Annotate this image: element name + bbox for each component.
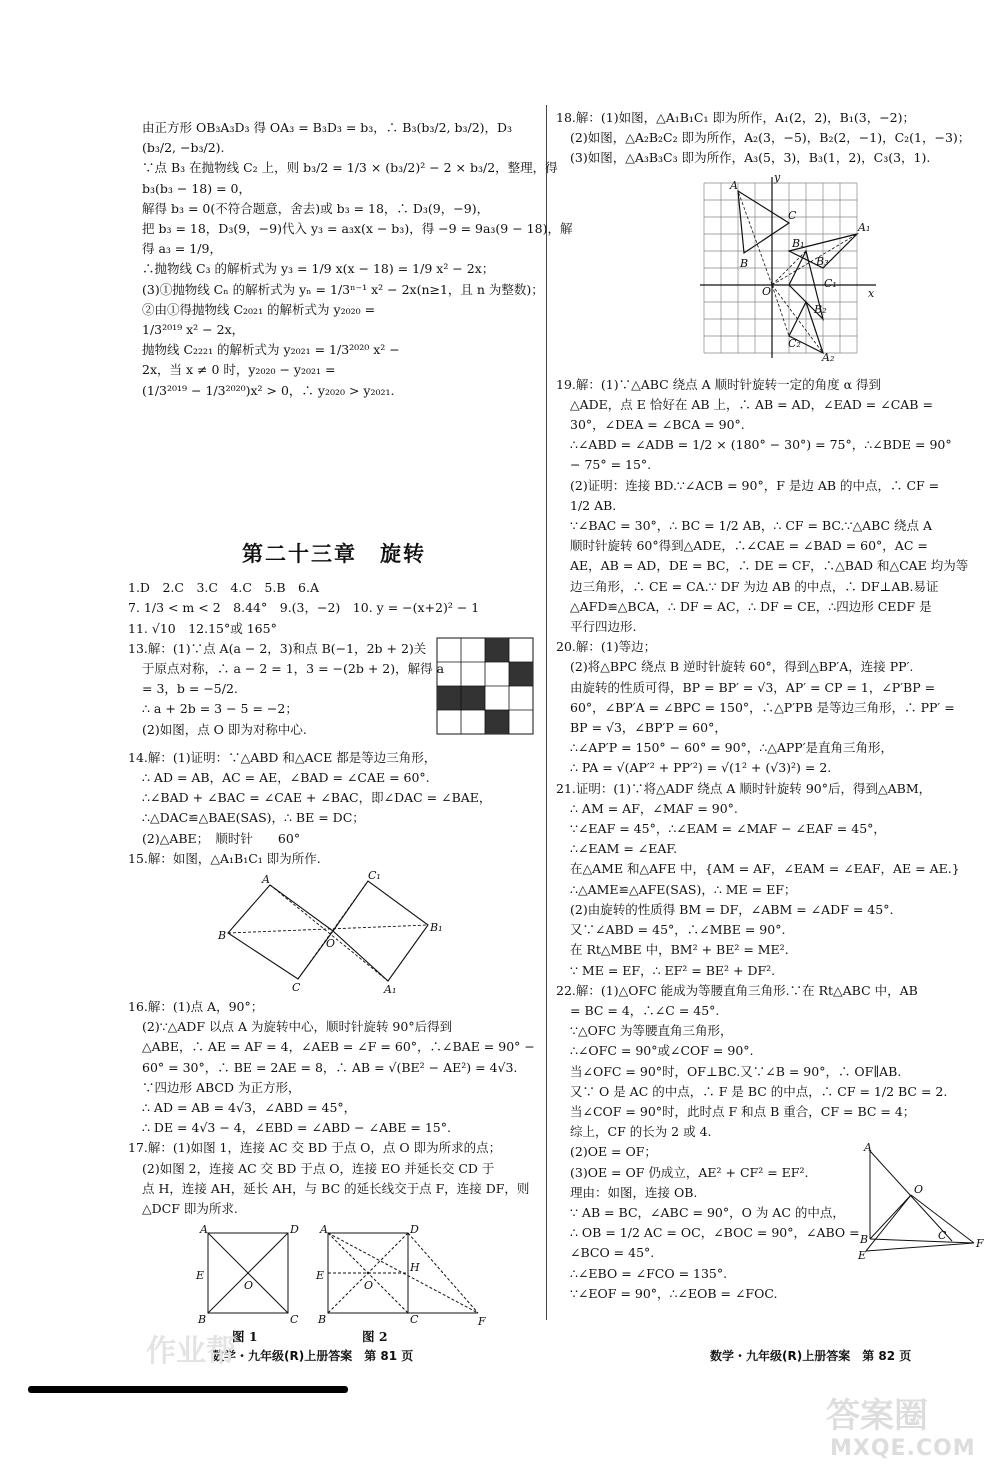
svg-text:C: C xyxy=(292,981,301,995)
solution-line: △ABE，∴ AE = AF = 4，∠AEB = ∠F = 60°，∴∠BAE = 90° − xyxy=(142,1039,535,1055)
solution-line: 60°，∠BP′A = ∠BPC = 150°，∴△P′PB 是等边三角形，∴ PP′ = xyxy=(570,699,955,715)
svg-text:F: F xyxy=(478,1315,486,1329)
solution-line: 2x，当 x ≠ 0 时，y₂₀₂₀ − y₂₀₂₁ = xyxy=(142,362,336,378)
svg-text:x: x xyxy=(868,286,875,300)
figure-2-label: 图 2 xyxy=(362,1329,388,1345)
solution-line: (2)△ABE； 顺时针 60° xyxy=(142,830,301,846)
solution-line: ∵△OFC 为等腰直角三角形， xyxy=(570,1023,733,1039)
svg-text:D: D xyxy=(290,1223,299,1237)
solution-line: 又∵∠ABD = 45°，∴∠MBE = 90°. xyxy=(570,922,786,938)
solution-line: 抛物线 C₂₂₂₁ 的解析式为 y₂₀₂₁ = 1/3²⁰²⁰ x² − xyxy=(142,342,400,358)
svg-text:C: C xyxy=(410,1313,419,1327)
solution-line: 把 b₃ = 18，D₃(9，−9)代入 y₃ = a₃x(x − b₃)，得 −9 = 9a₃(9 − 18)，解 xyxy=(142,221,573,237)
solution-line: ∠BCO = 45°. xyxy=(570,1245,655,1261)
svg-text:C: C xyxy=(788,208,797,222)
figure-1-label: 图 1 xyxy=(232,1329,258,1345)
solution-line: 18.解：(1)如图，△A₁B₁C₁ 即为所作，A₁(2，2)，B₁(3，−2)； xyxy=(556,110,916,125)
watermark-logo: 答案圈 xyxy=(826,1396,928,1436)
svg-text:x: x xyxy=(521,473,528,486)
solution-line: 在△AME 和△AFE 中，{AM = AF，∠EAM = ∠EAF，AE = AE.} xyxy=(570,861,960,877)
solution-line: ∴∠BAD + ∠BAC = ∠CAE + ∠BAC，即∠DAC = ∠BAE， xyxy=(142,790,492,806)
solution-line: 于原点对称，∴ a − 2 = 1，3 = −(2b + 2)，解得 a xyxy=(142,661,445,677)
svg-text:A: A xyxy=(262,873,270,887)
solution-line: 顺时针旋转 60°得到△ADE，∴∠CAE = ∠BAD = 60°，AC = xyxy=(570,538,928,554)
answer-line: 1.D 2.C 3.C 4.C 5.B 6.A xyxy=(128,580,319,596)
svg-text:O: O xyxy=(427,491,437,504)
solution-line: = 3，b = −5/2. xyxy=(142,681,238,697)
svg-text:A₁: A₁ xyxy=(384,983,397,997)
q16-17-solution xyxy=(128,997,540,1219)
solution-line: 1/3²⁰¹⁹ x² − 2x， xyxy=(142,322,245,338)
svg-text:O: O xyxy=(326,937,336,951)
svg-text:y: y xyxy=(774,170,781,184)
solution-line: (3)如图，△A₃B₃C₃ 即为所作，A₃(5，3)，B₃(1，2)，C₃(3，1). xyxy=(570,150,931,166)
solution-line: (2)∵△ADF 以点 A 为旋转中心，顺时针旋转 90°后得到 xyxy=(142,1019,453,1035)
solution-line: ∵ ME = EF，∴ EF² = BE² + DF². xyxy=(570,962,776,978)
svg-text:B: B xyxy=(218,929,227,943)
solution-line: ∵∠EOF = 90°，∴∠EOB = ∠FOC. xyxy=(570,1285,778,1301)
svg-text:O: O xyxy=(244,1279,254,1293)
solution-line: ②由①得抛物线 C₂₀₂₁ 的解析式为 y₂₀₂₀ = xyxy=(142,301,376,317)
solution-line: − 75° = 15°. xyxy=(570,457,652,473)
svg-text:O: O xyxy=(914,1183,924,1196)
chapter-title: 第二十三章 旋转 xyxy=(242,542,426,566)
solution-line: ∴∠EBO = ∠FCO = 135°. xyxy=(570,1265,728,1281)
svg-text:C₁: C₁ xyxy=(824,276,837,290)
svg-text:O: O xyxy=(486,688,496,702)
footer-left: 数学・九年级(R)上册答案 第 81 页 xyxy=(212,1349,414,1363)
solution-line: (2)如图，△A₂B₂C₂ 即为所作，A₂(3，−5)，B₂(2，−1)，C₂(1，−3)； xyxy=(570,130,971,146)
watermark-url: MXQE.COM xyxy=(830,1436,976,1461)
solution-line: (2)证明：连接 BD.∵∠ACB = 90°，F 是边 AB 的中点，∴ CF = xyxy=(570,477,940,493)
solution-line: (1/3²⁰¹⁹ − 1/3²⁰²⁰)x² > 0，∴ y₂₀₂₀ > y₂₀₂₁. xyxy=(142,382,395,398)
solution-line: ∴△DAC≌△BAE(SAS)，∴ BE = DC； xyxy=(142,810,365,826)
solution-line: 在 Rt△MBE 中，BM² + BE² = ME². xyxy=(570,942,789,958)
solution-line: 60° = 30°，∴ BE = 2AE = 8，∴ AB = √(BE² − AE²) = 4√3. xyxy=(142,1059,518,1075)
figure-q22 xyxy=(856,1141,986,1262)
solution-line: (3)①抛物线 Cₙ 的解析式为 yₙ = 1/3ⁿ⁻¹ x² − 2x(n≥1，且 n 为整数)； xyxy=(142,281,544,297)
answer-line: 11. √10 12.15°或 165° xyxy=(128,620,277,636)
svg-text:A: A xyxy=(730,178,738,192)
solution-line: 30°，∠DEA = ∠BCA = 90°. xyxy=(570,417,745,433)
svg-text:E: E xyxy=(196,1269,205,1283)
rotation-figure-q15 xyxy=(128,869,540,997)
solution-line: (b₃/2, −b₃/2). xyxy=(142,140,225,156)
svg-text:E: E xyxy=(316,1269,325,1283)
solution-line: △AFD≌△BCA，∴ DF = AC，∴ DF = CE，∴四边形 CEDF 是 xyxy=(570,598,932,614)
svg-text:C₁: C₁ xyxy=(368,869,381,883)
solution-line: 综上，CF 的长为 2 或 4. xyxy=(570,1124,712,1140)
solution-line: b₃(b₃ − 18) = 0， xyxy=(142,180,251,196)
solution-line: 平行四边形. xyxy=(570,619,637,635)
svg-text:O: O xyxy=(364,1279,374,1293)
column-divider xyxy=(546,105,547,1320)
solution-line: ∴∠ABD = ∠ADB = 1/2 × (180° − 30°) = 75°，∴∠BDE = 90° xyxy=(570,437,952,453)
solution-line: 19.解：(1)∵△ABC 绕点 A 顺时针旋转一定的角度 α 得到 xyxy=(556,376,882,392)
q14-15-solution xyxy=(128,748,540,869)
svg-text:A: A xyxy=(320,1223,328,1237)
svg-text:B₁: B₁ xyxy=(792,236,805,250)
solution-line: 边三角形，∴ CE = CA.∵ DF 为边 AB 的中点，∴ DF⊥AB.易证 xyxy=(570,578,939,594)
solution-line: ∵四边形 ABCD 为正方形， xyxy=(142,1079,301,1095)
solution-line: 点 H，连接 AH，延长 AH，与 BC 的延长线交于点 F，连接 DF，则 xyxy=(142,1180,530,1196)
svg-text:B: B xyxy=(740,256,749,270)
solution-line: ∴ AD = AB = 4√3，∠ABD = 45°， xyxy=(142,1100,357,1116)
svg-text:B₃: B₃ xyxy=(816,254,829,268)
solution-line: ∴ OB = 1/2 AC = OC，∠BOC = 90°，∠ABO = xyxy=(570,1225,860,1241)
solution-line: (2)OE = OF； xyxy=(570,1144,657,1160)
svg-text:B: B xyxy=(198,1313,207,1327)
solution-line: ∴ AM = AF，∠MAF = 90°. xyxy=(570,800,738,816)
solution-line: ∴∠EAM = ∠EAF. xyxy=(570,841,678,857)
figure-q17 xyxy=(128,1223,540,1333)
svg-text:E: E xyxy=(858,1249,867,1262)
svg-text:C₂₀₂₁: C₂₀₂₁ xyxy=(501,431,528,444)
solution-line: 当∠COF = 90°时，此时点 F 和点 B 重合，CF = BC = 4； xyxy=(570,1103,916,1119)
svg-text:A: A xyxy=(200,1223,208,1237)
solution-line: (2)将△BPC 绕点 B 逆时针旋转 60°，得到△BP′A，连接 PP′. xyxy=(570,659,914,675)
solution-line: ∴ a + 2b = 3 − 5 = −2； xyxy=(142,701,298,717)
solution-line: ∴∠OFC = 90°或∠COF = 90°. xyxy=(570,1043,754,1059)
svg-text:A₁: A₁ xyxy=(858,220,871,234)
solution-line: 16.解：(1)点 A，90°； xyxy=(128,999,264,1015)
footer-right: 数学・九年级(R)上册答案 第 82 页 xyxy=(710,1349,912,1363)
solution-line: (2)由旋转的性质得 BM = DF，∠ABM = ∠ADF = 45°. xyxy=(570,901,894,917)
solution-line: △ADE，点 E 恰好在 AB 上，∴ AB = AD，∠EAD = ∠CAB = xyxy=(570,396,933,412)
solution-line: ∴抛物线 C₃ 的解析式为 y₃ = 1/9 x(x − 18) = 1/9 x² − 2x； xyxy=(142,261,495,277)
solution-line: AE，AB = AD，DE = BC，∴ DE = CF，∴△BAD 和△CAE 均为等 xyxy=(570,558,969,574)
svg-text:C: C xyxy=(290,1313,299,1327)
left-top-solution xyxy=(128,118,573,401)
solution-line: ∵∠BAC = 30°，∴ BC = 1/2 AB，∴ CF = BC.∵△ABC 绕点 A xyxy=(570,518,933,534)
svg-text:A: A xyxy=(864,1141,872,1154)
svg-text:F: F xyxy=(976,1237,984,1250)
solution-line: = BC = 4，∴∠C = 45°. xyxy=(570,1002,720,1018)
left-column-chapter xyxy=(128,522,540,1357)
solution-line: (3)OE = OF 仍成立，AE² + CF² = EF². xyxy=(570,1164,809,1180)
svg-text:y: y xyxy=(437,387,444,400)
solution-line: ∴ AD = AB，AC = AE，∠BAD = ∠CAE = 60°. xyxy=(142,770,430,786)
svg-text:H: H xyxy=(410,1261,420,1275)
solution-line: 15.解：如图，△A₁B₁C₁ 即为所作. xyxy=(128,850,321,866)
solution-line: ∵点 B₃ 在抛物线 C₂ 上，则 b₃/2 = 1/3 × (b₃/2)² − 2 × b₃/2，整理，得 xyxy=(142,160,558,176)
q13-solution xyxy=(128,639,445,740)
solution-line: (2)如图 2，连接 AC 交 BD 于点 O，连接 EO 并延长交 CD 于 xyxy=(142,1160,495,1176)
solution-line: 理由：如图，连接 OB. xyxy=(570,1184,698,1200)
solution-line: (2)如图，点 O 即为对称中心. xyxy=(142,721,307,737)
solution-line: 17.解：(1)如图 1，连接 AC 交 BD 于点 O，点 O 即为所求的点； xyxy=(128,1140,502,1156)
scan-bar xyxy=(28,1386,348,1393)
solution-line: 22.解：(1)△OFC 能成为等腰直角三角形.∵在 Rt△ABC 中，AB xyxy=(556,982,918,998)
solution-line: BP = √3，∠BP′P = 60°， xyxy=(570,720,727,736)
solution-line: ∴ PA = √(AP′² + PP′²) = √(1² + (√3)²) = 2. xyxy=(570,760,832,776)
solution-line: 又∵ O 是 AC 的中点，∴ F 是 BC 的中点，∴ CF = 1/2 BC = 2. xyxy=(570,1083,948,1099)
svg-text:D: D xyxy=(410,1223,419,1237)
solution-line: 由正方形 OB₃A₃D₃ 得 OA₃ = B₃D₃ = b₃，∴ B₃(b₃/2, b₃/2)，D₃ xyxy=(142,120,513,135)
solution-line: 解得 b₃ = 0(不符合题意，舍去)或 b₃ = 18，∴ D₃(9，−9)， xyxy=(142,200,490,216)
solution-line: 当∠OFC = 90°时，OF⊥BC.又∵∠B = 90°，∴ OF∥AB. xyxy=(570,1063,902,1079)
svg-text:C₂: C₂ xyxy=(788,336,801,350)
svg-text:C: C xyxy=(938,1229,947,1242)
q18-solution xyxy=(556,108,986,169)
svg-text:B: B xyxy=(860,1233,869,1246)
answer-line: 7. 1/3 < m < 2 8.44° 9.(3，−2) 10. y = −(x+2)² − 1 xyxy=(128,600,480,616)
solution-line: 20.解：(1)等边； xyxy=(556,639,657,655)
solution-line: 1/2 AB. xyxy=(570,497,617,513)
svg-text:C₂₀₂₀: C₂₀₂₀ xyxy=(459,419,486,432)
watermark-left: 作业帮 xyxy=(146,1334,236,1369)
solution-line: ∴△AME≌△AFE(SAS)，∴ ME = EF； xyxy=(570,881,797,897)
grid-figure xyxy=(436,637,536,737)
svg-text:A₂: A₂ xyxy=(822,350,835,364)
solution-line: 13.解：(1)∵点 A(a − 2，3)和点 B(−1，2b + 2)关 xyxy=(128,640,427,656)
solution-line: ∵ AB = BC，∠ABC = 90°，O 为 AC 的中点， xyxy=(570,1204,845,1220)
answer-lines xyxy=(128,578,540,639)
solution-line: 由旋转的性质可得，BP = BP′ = √3，AP′ = CP = 1，∠P′BP = xyxy=(570,679,936,695)
right-column xyxy=(556,108,986,1304)
svg-text:B: B xyxy=(318,1313,327,1327)
solution-line: △DCF 即为所求. xyxy=(142,1201,238,1217)
solution-line: ∴ DE = 4√3 − 4，∠EBD = ∠ABD − ∠ABE = 15°. xyxy=(142,1120,451,1136)
svg-text:O: O xyxy=(762,284,772,298)
left-column xyxy=(128,118,573,504)
solution-line: ∴∠AP′P = 150° − 60° = 90°，∴△APP′是直角三角形， xyxy=(570,740,894,756)
solution-line: 得 a₃ = 1/9， xyxy=(142,241,222,257)
solution-line: 21.证明：(1)∵将△ADF 绕点 A 顺时针旋转 90°后，得到△ABM， xyxy=(556,780,932,796)
coordinate-grid-q18 xyxy=(556,170,986,364)
solution-line: 14.解：(1)证明：∵△ABD 和△ACE 都是等边三角形， xyxy=(128,749,437,765)
svg-text:B₁: B₁ xyxy=(430,921,443,935)
solution-line: ∵∠EAF = 45°，∴∠EAM = ∠MAF − ∠EAF = 45°， xyxy=(570,821,886,837)
svg-text:B₂: B₂ xyxy=(814,302,827,316)
